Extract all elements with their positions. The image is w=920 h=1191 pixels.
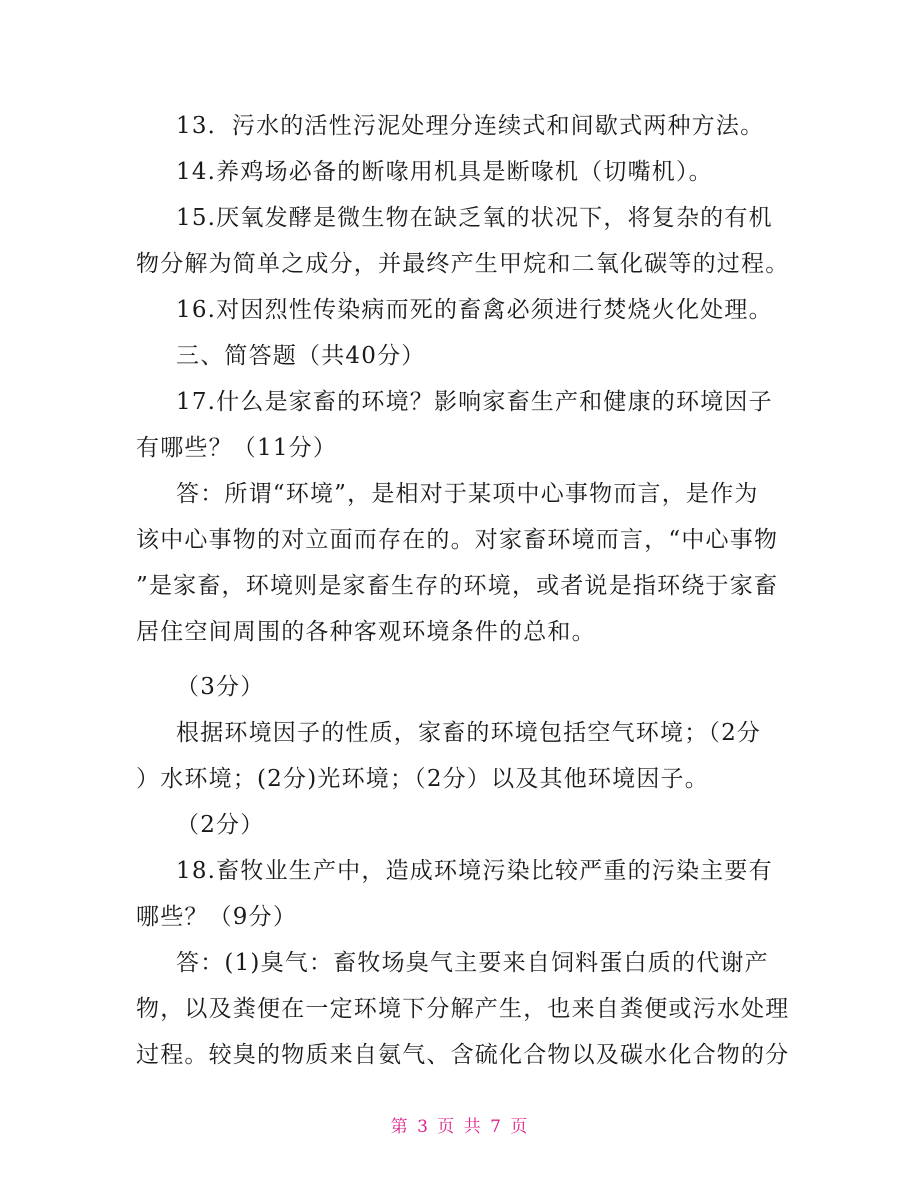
answer-18-line3: 过程。较臭的物质来自氨气、含硫化合物以及碳水化合物的分 — [136, 1042, 790, 1068]
page-number-footer: 第 3 页 共 7 页 — [390, 1117, 530, 1137]
answer-17-line6: ）水环境；(2分)光环境；（2分）以及其他环境因子。 — [136, 766, 709, 792]
answer-17-line3: ”是家畜，环境则是家畜生存的环境，或者说是指环绕于家畜 — [136, 573, 779, 599]
text-line-15b: 物分解为简单之成分，并最终产生甲烷和二氧化碳等的过程。 — [136, 251, 790, 277]
question-18-line1: 18.畜牧业生产中，造成环境污染比较严重的污染主要有 — [176, 858, 773, 884]
question-17-line1: 17.什么是家畜的环境？影响家畜生产和健康的环境因子 — [176, 389, 773, 415]
text-line-14: 14.养鸡场必备的断喙用机具是断喙机（切嘴机）。 — [176, 159, 713, 185]
answer-17-line5: 根据环境因子的性质，家畜的环境包括空气环境；（2分 — [176, 720, 762, 746]
text-line-15a: 15.厌氧发酵是微生物在缺乏氧的状况下，将复杂的有机 — [176, 205, 773, 231]
answer-17-score1: （3分） — [176, 674, 265, 700]
answer-17-line4: 居住空间周围的各种客观环境条件的总和。 — [136, 619, 596, 645]
answer-17-line2: 该中心事物的对立面而存在的。对家畜环境而言，“中心事物 — [136, 527, 779, 553]
question-18-line2: 哪些？（9分） — [136, 904, 298, 930]
question-17-line2: 有哪些？（11分） — [136, 435, 338, 461]
text-line-13: 13．污水的活性污泥处理分连续式和间歇式两种方法。 — [176, 113, 765, 139]
answer-17-line1: 答：所谓“环境”，是相对于某项中心事物而言，是作为 — [176, 481, 759, 507]
answer-18-line2: 物，以及粪便在一定环境下分解产生，也来自粪便或污水处理 — [136, 996, 790, 1022]
section-heading: 三、简答题（共40分） — [176, 343, 426, 369]
answer-18-line1: 答：(1)臭气：畜牧场臭气主要来自饲料蛋白质的代谢产 — [176, 950, 769, 976]
text-line-16: 16.对因烈性传染病而死的畜禽必须进行焚烧火化处理。 — [176, 297, 773, 323]
answer-17-score2: （2分） — [176, 812, 265, 838]
